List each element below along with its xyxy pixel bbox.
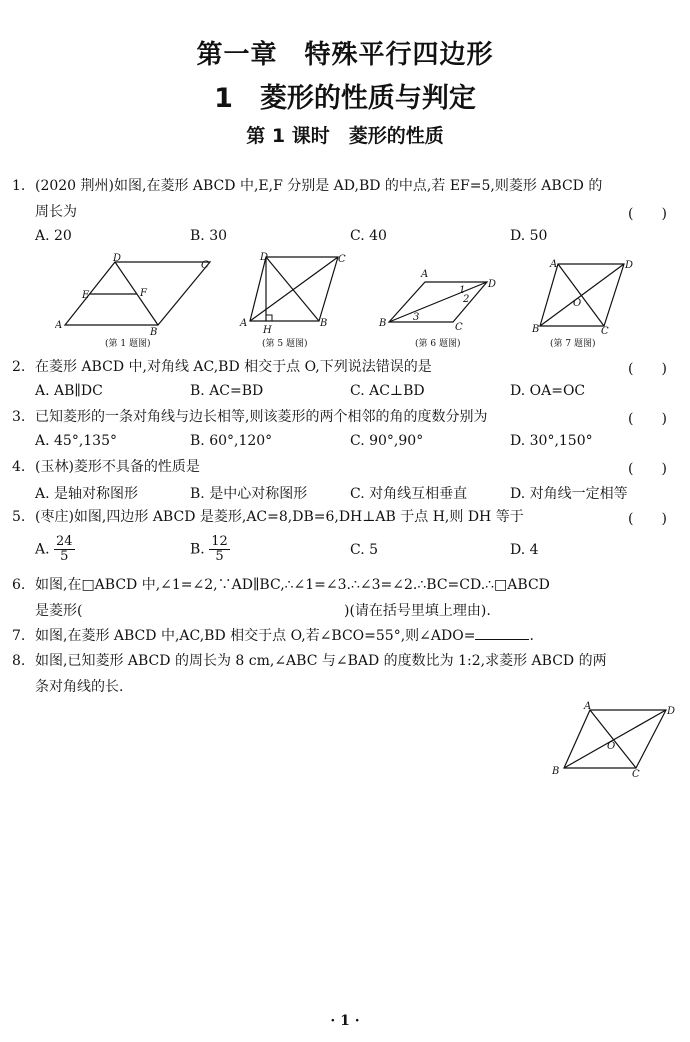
label-o: O — [607, 741, 616, 752]
label-c: C — [632, 769, 640, 780]
right-angle-mark — [266, 315, 272, 321]
label-b: B — [379, 318, 387, 329]
q3-option-a: A. 45°,135° — [35, 433, 117, 449]
q2-text: 在菱形 ABCD 中,对角线 AC,BD 相交于点 O,下列说法错误的是 — [35, 359, 432, 375]
caption-fig6: (第 6 题图) — [415, 339, 461, 349]
label-d: D — [488, 279, 497, 290]
diagonal-bd — [389, 282, 487, 322]
label-angle-2: 2 — [463, 294, 470, 305]
q7-text — [35, 627, 534, 645]
q2-option-c: C. AC⊥BD — [350, 383, 425, 399]
q6-number: 6. — [12, 577, 26, 593]
q3-option-c: C. 90°,90° — [350, 433, 424, 449]
q5-option-b — [190, 535, 230, 564]
q5-option-c: C. 5 — [350, 542, 379, 558]
q3-option-b: B. 60°,120° — [190, 433, 273, 449]
figure-q7 — [530, 256, 640, 338]
label-d: D — [667, 706, 676, 717]
caption-fig1: (第 1 题图) — [105, 339, 151, 349]
q1-text-line1: (2020 荆州)如图,在菱形 ABCD 中,E,F 分别是 AD,BD 的中点,若 EF=5,则菱形 ABCD 的 — [35, 178, 603, 194]
q4-answer-paren: ( ) — [628, 461, 667, 477]
label-b: B — [532, 324, 540, 335]
label-a: A — [584, 701, 592, 712]
q5-text: (枣庄)如图,四边形 ABCD 是菱形,AC=8,DB=6,DH⊥AB 于点 H,则 DH 等于 — [35, 509, 524, 525]
label-d: D — [113, 253, 122, 264]
q5-option-a-prefix: A. — [35, 541, 50, 558]
diagonal-ac — [590, 710, 636, 768]
lesson-title: 第 1 课时 菱形的性质 — [246, 125, 444, 147]
label-d: D — [625, 260, 634, 271]
q4-option-b: B. 是中心对称图形 — [190, 486, 308, 502]
q7-period: . — [529, 628, 534, 644]
q5-option-b-fraction — [209, 535, 230, 564]
q1-text-line2: 周长为 — [35, 204, 77, 220]
q6-text-line2a: 是菱形( — [35, 603, 83, 619]
label-o: O — [573, 298, 582, 309]
q7-question: 如图,在菱形 ABCD 中,AC,BD 相交于点 O,若∠BCO=55°,则∠ADO= — [35, 628, 476, 644]
q2-option-a: A. AB∥DC — [35, 383, 103, 399]
q3-number: 3. — [12, 409, 26, 425]
q1-number: 1. — [12, 178, 26, 194]
q4-option-a: A. 是轴对称图形 — [35, 486, 139, 502]
label-angle-3: 3 — [413, 312, 420, 323]
q1-option-b: B. 30 — [190, 228, 228, 244]
fraction-numerator: 12 — [211, 534, 228, 549]
diagonal-ac — [558, 264, 604, 326]
label-d: D — [260, 252, 269, 263]
q2-number: 2. — [12, 359, 26, 375]
q3-text: 已知菱形的一条对角线与边长相等,则该菱形的两个相邻的角的度数分别为 — [35, 409, 488, 425]
q5-option-a-fraction — [54, 535, 75, 564]
q7-answer-blank[interactable] — [475, 627, 529, 640]
q5-option-d: D. 4 — [510, 542, 539, 558]
q2-option-d: D. OA=OC — [510, 383, 586, 399]
label-e: E — [82, 290, 90, 301]
q8-text-line2: 条对角线的长. — [35, 679, 124, 695]
label-b: B — [320, 318, 328, 329]
q4-option-d: D. 对角线一定相等 — [510, 486, 628, 502]
q1-option-d: D. 50 — [510, 228, 548, 244]
label-b: B — [150, 327, 158, 338]
figure-q1 — [55, 252, 225, 338]
q6-text-line1: 如图,在□ABCD 中,∠1=∠2,∵AD∥BC,∴∠1=∠3.∴∠3=∠2.∴BC=CD.∴□ABCD — [35, 577, 550, 593]
figure-q5 — [238, 252, 348, 338]
q5-number: 5. — [12, 509, 26, 525]
q3-option-d: D. 30°,150° — [510, 433, 593, 449]
diagonal-bd — [266, 257, 319, 321]
caption-fig5: (第 5 题图) — [262, 339, 308, 349]
q1-option-a: A. 20 — [35, 228, 72, 244]
page-number: · 1 · — [330, 1013, 360, 1029]
diagonal-bd — [540, 264, 624, 326]
fraction-numerator: 24 — [56, 534, 73, 549]
label-f: F — [140, 288, 147, 299]
q6-text-line2b: )(请在括号里填上理由). — [344, 603, 491, 619]
label-angle-1: 1 — [459, 285, 466, 296]
caption-fig7: (第 7 题图) — [550, 339, 596, 349]
q5-option-b-prefix: B. — [190, 541, 205, 558]
q3-answer-paren: ( ) — [628, 411, 667, 427]
q7-number: 7. — [12, 628, 26, 644]
label-h: H — [263, 325, 272, 336]
fraction-denominator: 5 — [215, 549, 224, 564]
label-c: C — [455, 322, 463, 333]
figure-q6 — [375, 262, 505, 338]
section-title: 1 菱形的性质与判定 — [214, 83, 476, 114]
label-a: A — [550, 259, 558, 270]
q4-option-c: C. 对角线互相垂直 — [350, 486, 468, 502]
q1-answer-paren: ( ) — [628, 206, 667, 222]
q8-text-line1: 如图,已知菱形 ABCD 的周长为 8 cm,∠ABC 与∠BAD 的度数比为 1:2,求菱形 ABCD 的两 — [35, 653, 607, 669]
chapter-title: 第一章 特殊平行四边形 — [196, 40, 494, 70]
q2-answer-paren: ( ) — [628, 361, 667, 377]
figure-q8 — [548, 700, 680, 782]
fraction-denominator: 5 — [60, 549, 69, 564]
q1-option-c: C. 40 — [350, 228, 387, 244]
q4-number: 4. — [12, 459, 26, 475]
label-a: A — [421, 269, 429, 280]
label-a: A — [240, 318, 248, 329]
q5-answer-paren: ( ) — [628, 511, 667, 527]
label-c: C — [338, 254, 346, 265]
label-b: B — [552, 766, 560, 777]
q5-option-a — [35, 535, 75, 564]
label-c: C — [601, 326, 609, 337]
label-c: C — [201, 260, 209, 271]
q4-text: (玉林)菱形不具备的性质是 — [35, 459, 200, 475]
q8-number: 8. — [12, 653, 26, 669]
label-a: A — [55, 320, 63, 331]
q2-option-b: B. AC=BD — [190, 383, 264, 399]
